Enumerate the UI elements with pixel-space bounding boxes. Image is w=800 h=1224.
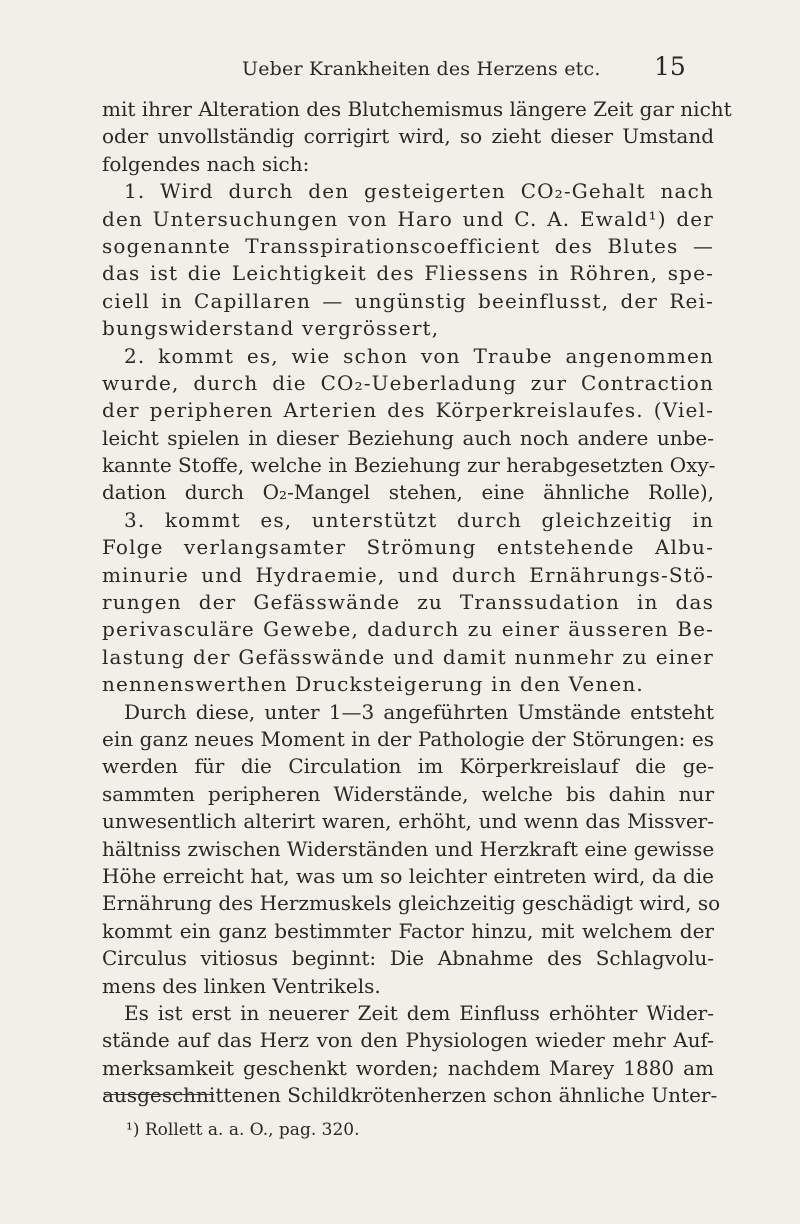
text-line: unwesentlich alterirt waren, erhöht, und wenn das Missver- bbox=[102, 809, 714, 834]
text-line: ausgeschnittenen Schildkrötenherzen schon ähnliche Unter- bbox=[102, 1083, 718, 1108]
footnote: ¹) Rollett a. a. O., pag. 320. bbox=[126, 1120, 360, 1140]
text-line: werden für die Circulation im Körperkreislauf die ge- bbox=[102, 754, 714, 779]
text-line: das ist die Leichtigkeit des Fliessens in Röhren, spe- bbox=[102, 261, 714, 286]
text-line: Circulus vitiosus beginnt: Die Abnahme des Schlagvolu- bbox=[102, 946, 714, 971]
text-line: mens des linken Ventrikels. bbox=[102, 973, 381, 998]
text-line: ciell in Capillaren — ungünstig beeinflusst, der Rei- bbox=[102, 288, 714, 313]
text-line: Durch diese, unter 1—3 angeführten Umstände entsteht bbox=[124, 699, 714, 724]
text-line: leicht spielen in dieser Beziehung auch noch andere unbe- bbox=[102, 425, 714, 450]
text-line: Es ist erst in neuerer Zeit dem Einfluss erhöhter Wider- bbox=[124, 1000, 714, 1025]
text-line: wurde, durch die CO₂-Ueberladung zur Contraction bbox=[102, 370, 714, 395]
text-line: lastung der Gefässwände und damit nunmehr zu einer bbox=[102, 644, 714, 669]
text-line: kannte Stoffe, welche in Beziehung zur herabgesetzten Oxy- bbox=[102, 453, 716, 478]
text-line: dation durch O₂-Mangel stehen, eine ähnliche Rolle), bbox=[102, 480, 714, 505]
text-line: 1. Wird durch den gesteigerten CO₂-Gehalt nach bbox=[124, 179, 714, 204]
body-text bbox=[102, 96, 732, 1109]
footnote-divider bbox=[104, 1094, 214, 1095]
text-line: bungswiderstand vergrössert, bbox=[102, 316, 440, 341]
text-line: 3. kommt es, unterstützt durch gleichzeitig in bbox=[124, 507, 714, 532]
text-line: kommt ein ganz bestimmter Factor hinzu, mit welchem der bbox=[102, 918, 714, 943]
text-line: oder unvollständig corrigirt wird, so zieht dieser Umstand bbox=[102, 124, 714, 149]
text-line: Folge verlangsamter Strömung entstehende Albu- bbox=[102, 535, 714, 560]
text-line: der peripheren Arterien des Körperkreislaufes. (Viel- bbox=[102, 398, 714, 423]
text-line: Ernährung des Herzmuskels gleichzeitig geschädigt wird, so bbox=[102, 891, 721, 916]
text-line: 2. kommt es, wie schon von Traube angenommen bbox=[124, 343, 714, 368]
text-line: den Untersuchungen von Haro und C. A. Ewald¹) der bbox=[102, 206, 714, 231]
text-line: ein ganz neues Moment in der Pathologie der Störungen: es bbox=[102, 726, 714, 751]
text-line: folgendes nach sich: bbox=[102, 151, 310, 176]
text-line: rungen der Gefässwände zu Transsudation in das bbox=[102, 590, 714, 615]
text-line: mit ihrer Alteration des Blutchemismus längere Zeit gar nicht bbox=[102, 97, 732, 121]
text-line: perivasculäre Gewebe, dadurch zu einer äusseren Be- bbox=[102, 617, 714, 642]
page-number: 15 bbox=[654, 52, 686, 81]
text-line: merksamkeit geschenkt worden; nachdem Marey 1880 am bbox=[102, 1055, 714, 1080]
text-line: sogenannte Transspirationscoefficient des Blutes — bbox=[102, 233, 714, 258]
text-line: nennenswerthen Drucksteigerung in den Venen. bbox=[102, 672, 644, 697]
text-line: hältniss zwischen Widerständen und Herzkraft eine gewisse bbox=[102, 836, 715, 861]
text-line: sammten peripheren Widerstände, welche bis dahin nur bbox=[102, 781, 714, 806]
text-line: Höhe erreicht hat, was um so leichter eintreten wird, da die bbox=[102, 863, 714, 888]
text-line: stände auf das Herz von den Physiologen wieder mehr Auf- bbox=[102, 1028, 714, 1053]
running-head: Ueber Krankheiten des Herzens etc. bbox=[242, 58, 601, 80]
text-line: minurie und Hydraemie, und durch Ernährungs-Stö- bbox=[102, 562, 714, 587]
